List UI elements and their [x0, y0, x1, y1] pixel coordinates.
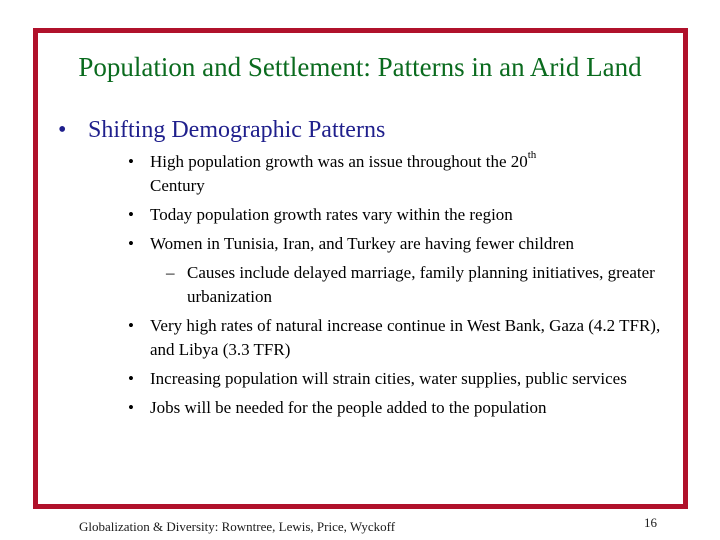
dash-icon: – — [166, 263, 175, 282]
list-item — [128, 203, 668, 227]
bullet-icon: • — [128, 152, 134, 171]
superscript: th — [527, 149, 537, 161]
bullet-icon: • — [128, 205, 134, 224]
list-item — [128, 232, 668, 256]
list-item-text: High population growth was an issue throughout the 20 — [150, 152, 528, 171]
heading — [58, 115, 385, 145]
list-item — [128, 367, 668, 391]
page-number: 16 — [644, 515, 657, 530]
list-item-text: Women in Tunisia, Iran, and Turkey are having fewer children — [150, 234, 575, 253]
list-item-text-cont: Century — [150, 176, 205, 195]
slide-title: Population and Settlement: Patterns in an Arid Land — [78, 52, 642, 82]
bullet-icon: • — [128, 316, 134, 335]
heading-text: Shifting Demographic Patterns — [88, 117, 386, 143]
footer-citation: Globalization & Diversity: Rowntree, Lewis, Price, Wyckoff — [79, 519, 396, 534]
sub-item-text: Causes include delayed marriage, family planning initiatives, greater urbanization — [187, 263, 655, 306]
bullet-icon: • — [58, 117, 67, 143]
bullet-list — [128, 150, 668, 425]
bullet-icon: • — [128, 369, 134, 388]
sub-list-item — [128, 261, 668, 309]
bullet-icon: • — [128, 234, 134, 253]
list-item-text: Increasing population will strain cities, water supplies, public services — [150, 369, 627, 388]
list-item-text: Today population growth rates vary within the region — [150, 205, 513, 224]
list-item — [128, 396, 668, 420]
bullet-icon: • — [128, 398, 134, 417]
list-item — [128, 314, 668, 362]
list-item-text: Very high rates of natural increase continue in West Bank, Gaza (4.2 TFR), and Libya (3.3 TFR) — [150, 316, 661, 359]
list-item-text: Jobs will be needed for the people added to the population — [150, 398, 547, 417]
list-item — [128, 150, 668, 198]
